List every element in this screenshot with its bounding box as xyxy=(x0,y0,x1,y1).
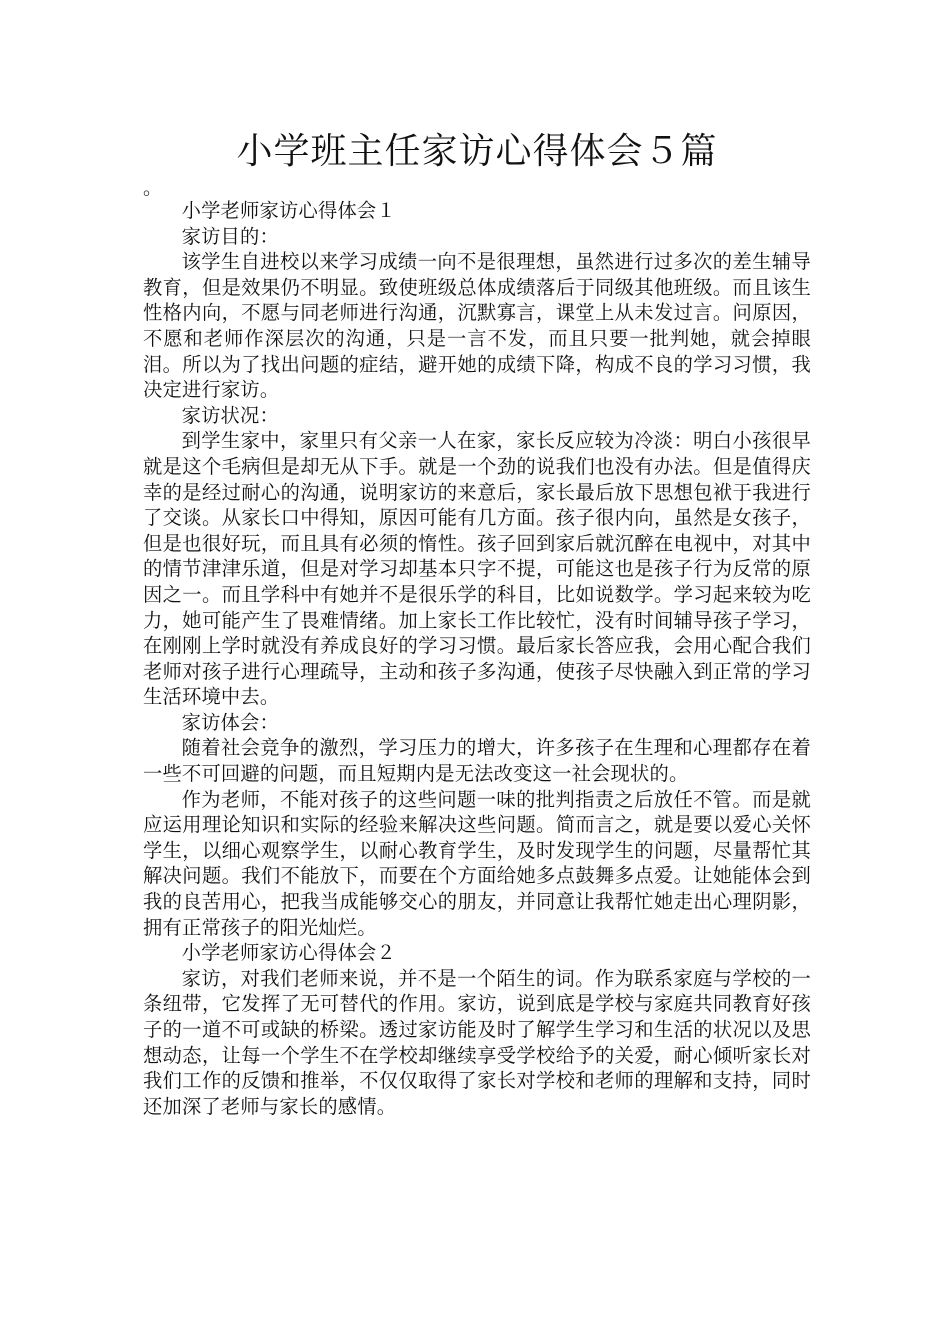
section-heading-2: 小学老师家访心得体会２ xyxy=(181,941,396,965)
document-page xyxy=(143,126,811,1119)
lead-punctuation: 。 xyxy=(143,177,163,199)
paragraph-section-2-intro: 家访，对我们老师来说，并不是一个陌生的词。作为联系家庭与学校的一条纽带，它发挥了无可替代的作用。家访，说到底是学校与家庭共同教育好孩子的一道不可或缺的桥梁。透过家访能及时了解学生学习和生活的状况以及思想动态，让每一个学生不在学校却继续享受学校给予的关爱，耐心倾听家长对我们工作的反馈和推举，不仅仅取得了家长对学校和老师的理解和支持，同时还加深了老师与家长的感情。 xyxy=(143,966,811,1118)
paragraph-reflection-2: 作为老师，不能对孩子的这些问题一味的批判指责之后放任不管。而是就应运用理论知识和实际的经验来解决这些问题。简而言之，就是要以爱心关怀学生，以细心观察学生，以耐心教育学生，及时发现学生的问题，尽量帮忙其解决问题。我们不能放下，而要在个方面给她多点鼓舞多点爱。让她能体会到我的良苦用心，把我当成能够交心的朋友，并同意让我帮忙她走出心理阴影，拥有正常孩子的阳光灿烂。 xyxy=(143,787,811,939)
subheading-visit-purpose: 家访目的： xyxy=(181,224,279,248)
subheading-visit-situation: 家访状况： xyxy=(181,403,279,427)
document-title: 小学班主任家访心得体会５篇 xyxy=(236,131,718,172)
paragraph-reflection-1: 随着社会竞争的激烈，学习压力的增大，许多孩子在生理和心理都存在着一些不可回避的问题，而且短期内是无法改变这一社会现状的。 xyxy=(143,736,811,786)
paragraph-visit-purpose: 该学生自进校以来学习成绩一向不是很理想，虽然进行过多次的差生辅导教育，但是效果仍不明显。致使班级总体成绩落后于同级其他班级。而且该生性格内向，不愿与同老师进行沟通，沉默寡言，课堂上从未发过言。问原因，不愿和老师作深层次的沟通，只是一言不发，而且只要一批判她，就会掉眼泪。所以为了找出问题的症结，避开她的成绩下降，构成不良的学习习惯，我决定进行家访。 xyxy=(143,250,811,402)
subheading-visit-reflection: 家访体会： xyxy=(181,710,279,734)
section-heading-1: 小学老师家访心得体会１ xyxy=(181,199,396,222)
paragraph-visit-situation: 到学生家中，家里只有父亲一人在家，家长反应较为冷淡：明白小孩很早就是这个毛病但是却无从下手。就是一个劲的说我们也没有办法。但是值得庆幸的是经过耐心的沟通，说明家访的来意后，家长最后放下思想包袱于我进行了交谈。从家长口中得知，原因可能有几方面。孩子很内向，虽然是女孩子，但是也很好玩，而且具有必须的惰性。孩子回到家后就沉醉在电视中，对其中的情节津津乐道，但是对学习却基本只字不提，可能这也是孩子行为反常的原因之一。而且学科中有她并不是很乐学的科目，比如说数学。学习起来较为吃力，她可能产生了畏难情绪。加上家长工作比较忙，没有时间辅导孩子学习，在刚刚上学时就没有养成良好的学习习惯。最后家长答应我，会用心配合我们老师对孩子进行心理疏导，主动和孩子多沟通，使孩子尽快融入到正常的学习生活环境中去。 xyxy=(143,429,811,709)
